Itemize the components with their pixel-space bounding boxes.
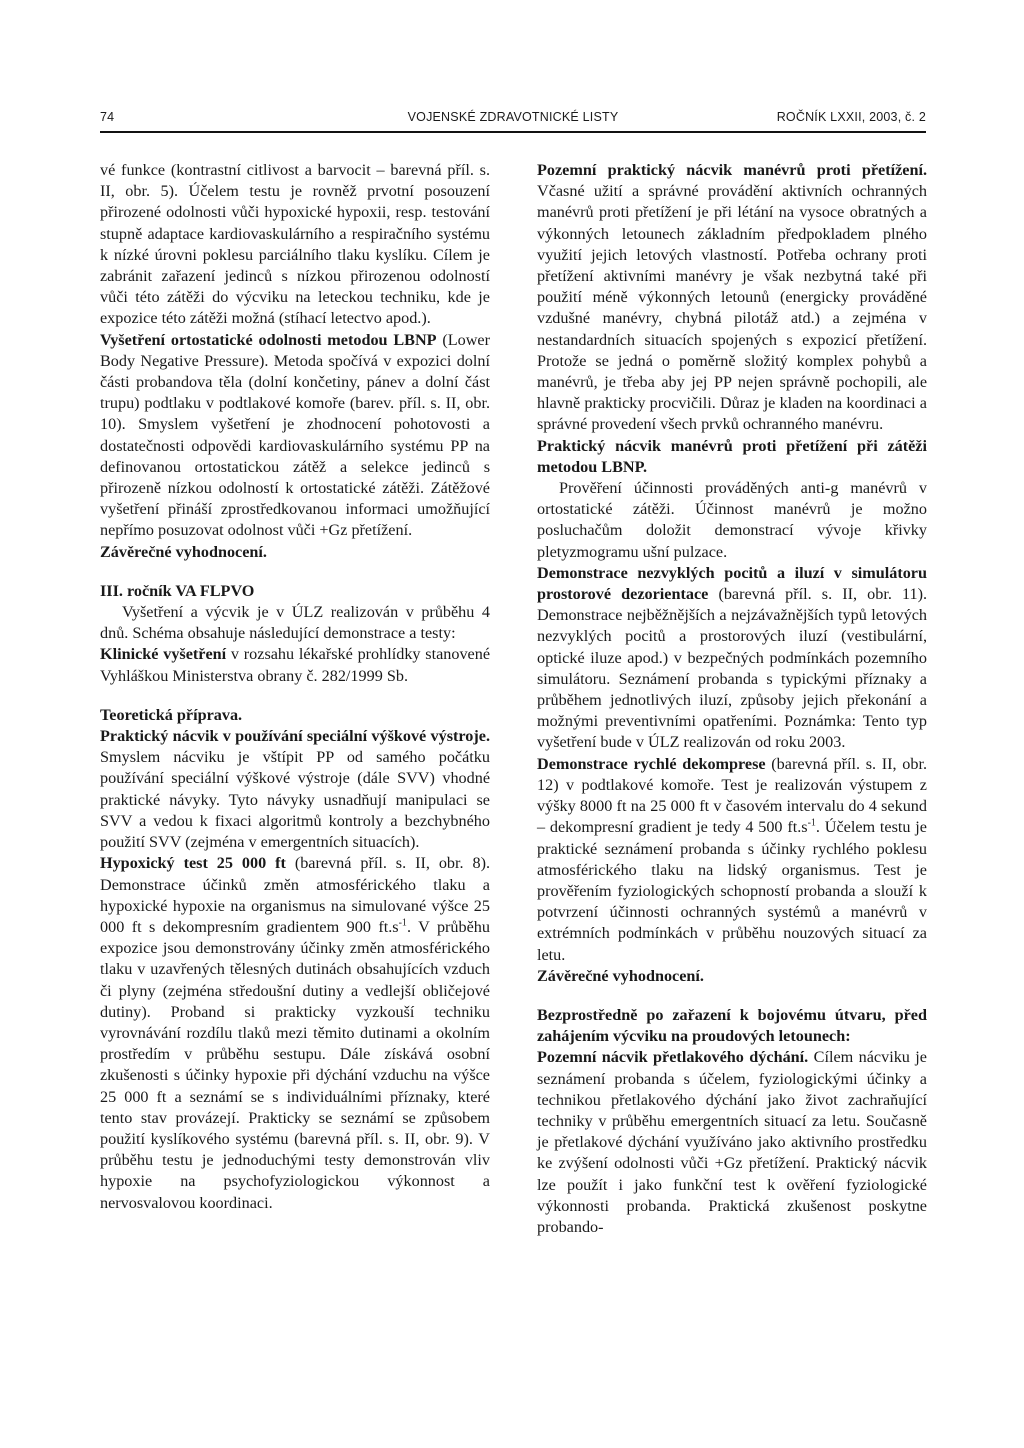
paragraph-hypoxic-test <box>100 853 490 1213</box>
heading-section-3: III. ročník VA FLPVO <box>100 581 255 600</box>
heading-clinical: Klinické vyšetření <box>100 645 227 664</box>
journal-title: VOJENSKÉ ZDRAVOTNICKÉ LISTY <box>407 110 619 124</box>
paragraph-clinical <box>100 644 490 686</box>
page-number: 74 <box>100 110 115 124</box>
paragraph-svv <box>100 726 490 853</box>
text-disorientation: (barevná příl. s. II, obr. 11). Demonstrace nejběžnějších a nejzávažnějších typů letových nezvyklých pocitů a prostorových iluzí (vestibulární, optické iluze apod.) v bezpečných podmínkách pozemního simulátoru. Seznámení probanda s typickými příznaky a průběhem jednotlivých iluzí, způsoby jejich překonání a možnými preventivními opatřeními. Poznámka: Tento typ vyšetření bude v ÚLZ realizován od roku 2003. <box>537 585 928 752</box>
text-pressure-breathing: Cílem nácviku je seznámení probanda s účelem, fyziologickými účinky a technikou přetlakového dýchání jako život zachraňující techniky v průběhu emergentních situací za letu. Současně je přetlakové dýchání využíváno jako aktivního prostředku ke zvýšení odolnosti vůči +Gz přetížení. Praktický nácvik lze použít i jako funkční test k ověření fyziologické výkonnosti probanda. Praktická zkušenost poskytne probando- <box>537 1048 927 1236</box>
heading-hypoxic-test: Hypoxický test 25 000 ft <box>100 854 286 873</box>
right-column <box>537 160 927 1238</box>
heading-disorientation: Demonstrace nezvyklých pocitů a iluzí v simulátoru prostorové dezorientace <box>537 563 927 604</box>
paragraph-color-vision: vé funkce (kontrastní citlivost a barvocit – barevná příl. s. II, obr. 5). Účelem testu je rovněž prvotní posouzení přirozené odolnosti vůči hypoxické hypoxii, resp. testování stupně adaptace kardiovaskulárního a respiračního systému k nízké úrovni poklesu parciálního tlaku kyslíku. Cílem je zabránit zařazení jedinců s nízkou přirozenou odolností vůči této zátěži do výcviku na leteckou techniku, kde je expozice této zátěži možná (stíhací letectvo apod.). <box>100 161 490 328</box>
paragraph-lbnp <box>100 330 490 542</box>
heading-g-maneuvers: Pozemní praktický nácvik manévrů proti přetížení. <box>537 161 927 179</box>
heading-pressure-breathing: Pozemní nácvik přetlakového dýchání. <box>537 1048 809 1067</box>
text-lbnp: (Lower Body Negative Pressure). Metoda spočívá v expozici dolní části probandova těla (dolní končetiny, pánev a dolní část trupu) podtlaku v podtlakové komoře (barev. příl. s. II, obr. 10). Smyslem vyšetření je zhodnocení pohotovosti a dostatečnosti odpovědi kardiovaskulárního systému PP na definovanou ortostatickou zátěž a selekce jedinců s přirozeně nízkou odolností k ortostatické zátěži. Zátěžové vyšetření přináší zprostředkovanou informaci umožňující nepřímo posuzovat odolnost vůči +Gz přetížení. <box>100 330 491 540</box>
text-rd-intro: (barevná příl. s. II, obr. 12) v podtlakové komoře. Test je realizován výstupem z výšky 8000 ft na 25 000 ft v časovém intervalu do 4 sekund – dekompresní gradient je tedy 4 500 ft.s <box>537 754 927 837</box>
paragraph-disorientation <box>537 563 927 754</box>
exponent-rd: -1 <box>807 817 816 829</box>
text-rd-body: . Účelem testu je praktické seznámení probanda s účinky rychlého poklesu atmosférického tlaku na lidský organismus. Test je prověřením fyziologických schopností probanda a slouží k potvrzení účinnosti ochranných systémů a manévrů v extrémních podmínkách v průběhu nouzových situací za letu. <box>537 818 927 964</box>
heading-lbnp-maneuvers: Praktický nácvik manévrů proti přetížení při zátěži metodou LBNP. <box>537 436 927 476</box>
paragraph-pressure-breathing <box>537 1047 927 1238</box>
text-hypoxic-intro: (barevná příl. s. II, obr. 8). Demonstrace účinků změn atmosférického tlaku a hypoxické hypoxie na organismus na simulované výšce 25 000 ft s dekompresním gradientem 900 ft.s <box>100 854 491 936</box>
exponent-hypoxic: -1 <box>398 917 407 929</box>
paragraph-lbnp-maneuvers: Prověření účinnosti prováděných anti-g manévrů v ortostatické zátěži. Účinnost manévrů je možno posluchačům doložit demonstrací vývoje křivky pletyzmogramu ušní pulzace. <box>537 479 927 561</box>
heading-after-assignment: Bezprostředně po zařazení k bojovému útvaru, před zahájením výcviku na proudových letounech: <box>537 1005 927 1046</box>
volume-issue: ROČNÍK LXXII, 2003, č. 2 <box>776 110 926 124</box>
paragraph-rapid-decompression <box>537 754 927 966</box>
text-g-maneuvers: Včasné užití a správné provádění aktivních ochranných manévrů proti přetížení je při létání na vysoce obratných a výkonných letounech základním předpokladem plného využití jejich letových vlastností. Potřeba ochrany proti přetížení aktivními manévry je však nezbytná také při použití méně výkonných letounů (energicky prováděné vzdušné manévry, chybná pilotáž atd.) a zejména v nestandardních situacích spojených s expozicí přetížení. Protože se jedná o poměrně složitý komplex pohybů a manévrů, je třeba aby jej PP nejen správně pochopili, ale hlavně prakticky procvičili. Důraz je kladen na koordinaci a správné provedení všech prvků ochranného manévru. <box>537 182 927 434</box>
text-clinical: v rozsahu lékařské prohlídky stanovené Vyhláškou Ministerstva obrany č. 282/1999 Sb. <box>100 645 491 685</box>
left-column <box>100 160 490 1214</box>
text-hypoxic-body: . V průběhu expozice jsou demonstrovány účinky změn atmosférického tlaku v uzavřených tělesných dutinách obsahujících vzduch či plyny (zejména středoušní dutiny a vedlejší obličejové dutiny). Proband si prakticky vyzkouší techniku vyrovnávání rozdílu tlaků mezi těmito dutinami a okolním prostředím v průběhu sestupu. Dále získává osobní zkušenosti s účinky hypoxie při dýchání vzduchu na výšce 25 000 ft a seznámí se s individuálními příznaky, které tento stav provázejí. Prakticky se seznámí se způsobem použití kyslíkového systému (barevná příl. s. II, obr. 9). V průběhu testu je jednoduchými testy demonstrován vliv hypoxie na psychofyziologickou výkonnost a nervosvalovou koordinaci. <box>100 917 490 1212</box>
header-rule <box>100 131 926 133</box>
heading-final-evaluation-2: Závěrečné vyhodnocení. <box>537 966 704 985</box>
paragraph-section-3: Vyšetření a výcvik je v ÚLZ realizován v průběhu 4 dnů. Schéma obsahuje následující demonstrace a testy: <box>100 603 490 643</box>
heading-theory: Teoretická příprava. <box>100 705 243 724</box>
heading-rapid-decompression: Demonstrace rychlé dekomprese <box>537 754 766 773</box>
page-header <box>100 110 926 132</box>
paragraph-g-maneuvers <box>537 160 927 436</box>
text-svv: Smyslem nácviku je vštípit PP od samého počátku používání speciální výškové výstroje (dále SVV) vhodné praktické návyky. Tyto návyky usnadňují manipulaci se SVV a vedou k fixaci algoritmů kontroly a bezchybného použití SVV (zejména v emergentních situacích). <box>100 748 490 852</box>
heading-lbnp: Vyšetření ortostatické odolnosti metodou LBNP <box>100 330 437 349</box>
heading-svv: Praktický nácvik v používání speciální výškové výstroje. <box>100 727 490 746</box>
heading-final-evaluation-1: Závěrečné vyhodnocení. <box>100 542 267 561</box>
